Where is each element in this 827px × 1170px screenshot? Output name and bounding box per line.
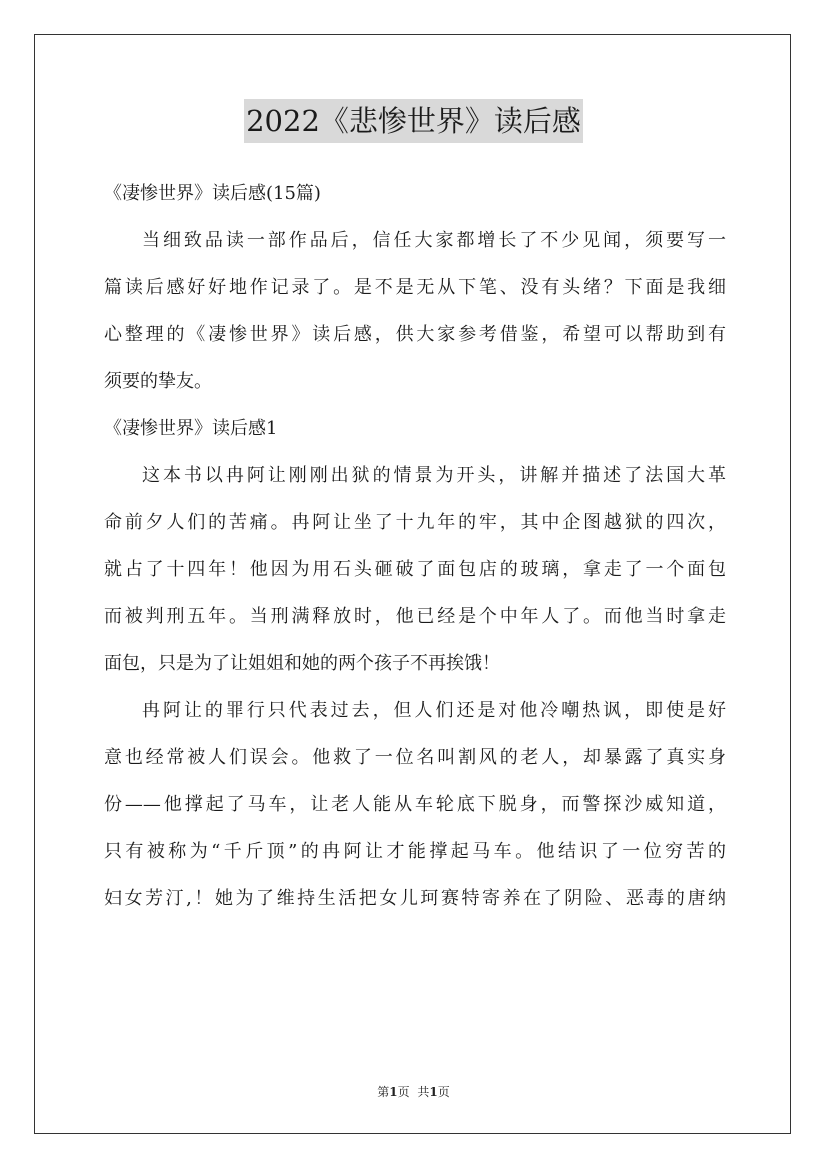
page-total-prefix: 共 <box>417 1085 430 1099</box>
page-number-prefix: 第 <box>377 1085 390 1099</box>
text-line: 心整理的《凄惨世界》读后感，供大家参考借鉴，希望可以帮助到有 <box>104 324 726 345</box>
text-line: 冉阿让的罪行只代表过去，但人们还是对他冷嘲热讽，即使是好 <box>142 700 726 721</box>
document-title: 2022《悲惨世界》读后感 <box>244 99 583 143</box>
text-line: 命前夕人们的苦痛。冉阿让坐了十九年的牢，其中企图越狱的四次， <box>104 512 726 533</box>
page-total-count: 1 <box>429 1085 438 1099</box>
page-footer <box>0 1082 827 1102</box>
text-line: 而被判刑五年。当刑满释放时，他已经是个中年人了。而他当时拿走 <box>104 606 726 627</box>
text-line: 妇女芳汀,！她为了维持生活把女儿珂赛特寄养在了阴险、恶毒的唐纳 <box>104 888 726 909</box>
page-total-suffix: 页 <box>437 1085 450 1099</box>
text-line: 面包，只是为了让姐姐和她的两个孩子不再挨饿！ <box>104 653 500 674</box>
text-line: 就占了十四年！他因为用石头砸破了面包店的玻璃，拿走了一个面包 <box>104 559 726 580</box>
text-line: 篇读后感好好地作记录了。是不是无从下笔、没有头绪？下面是我细 <box>104 277 726 298</box>
text-line: 意也经常被人们误会。他救了一位名叫割风的老人，却暴露了真实身 <box>104 747 726 768</box>
text-line: 须要的挚友。 <box>104 371 212 392</box>
text-line: 份——他撑起了马车，让老人能从车轮底下脱身，而警探沙威知道， <box>104 794 726 815</box>
text-line: 这本书以冉阿让刚刚出狱的情景为开头，讲解并描述了法国大革 <box>142 465 726 486</box>
text-line: 只有被称为“千斤顶”的冉阿让才能撑起马车。他结识了一位穷苦的 <box>104 841 726 862</box>
document-body <box>104 170 726 922</box>
page-number-suffix: 页 <box>397 1085 410 1099</box>
text-line: 当细致品读一部作品后，信任大家都增长了不少见闻，须要写一 <box>142 230 726 251</box>
page-number-current: 1 <box>389 1085 398 1099</box>
text-line: 《凄惨世界》读后感(15篇) <box>104 183 321 204</box>
text-line: 《凄惨世界》读后感1 <box>104 418 278 439</box>
title-container <box>0 99 827 143</box>
